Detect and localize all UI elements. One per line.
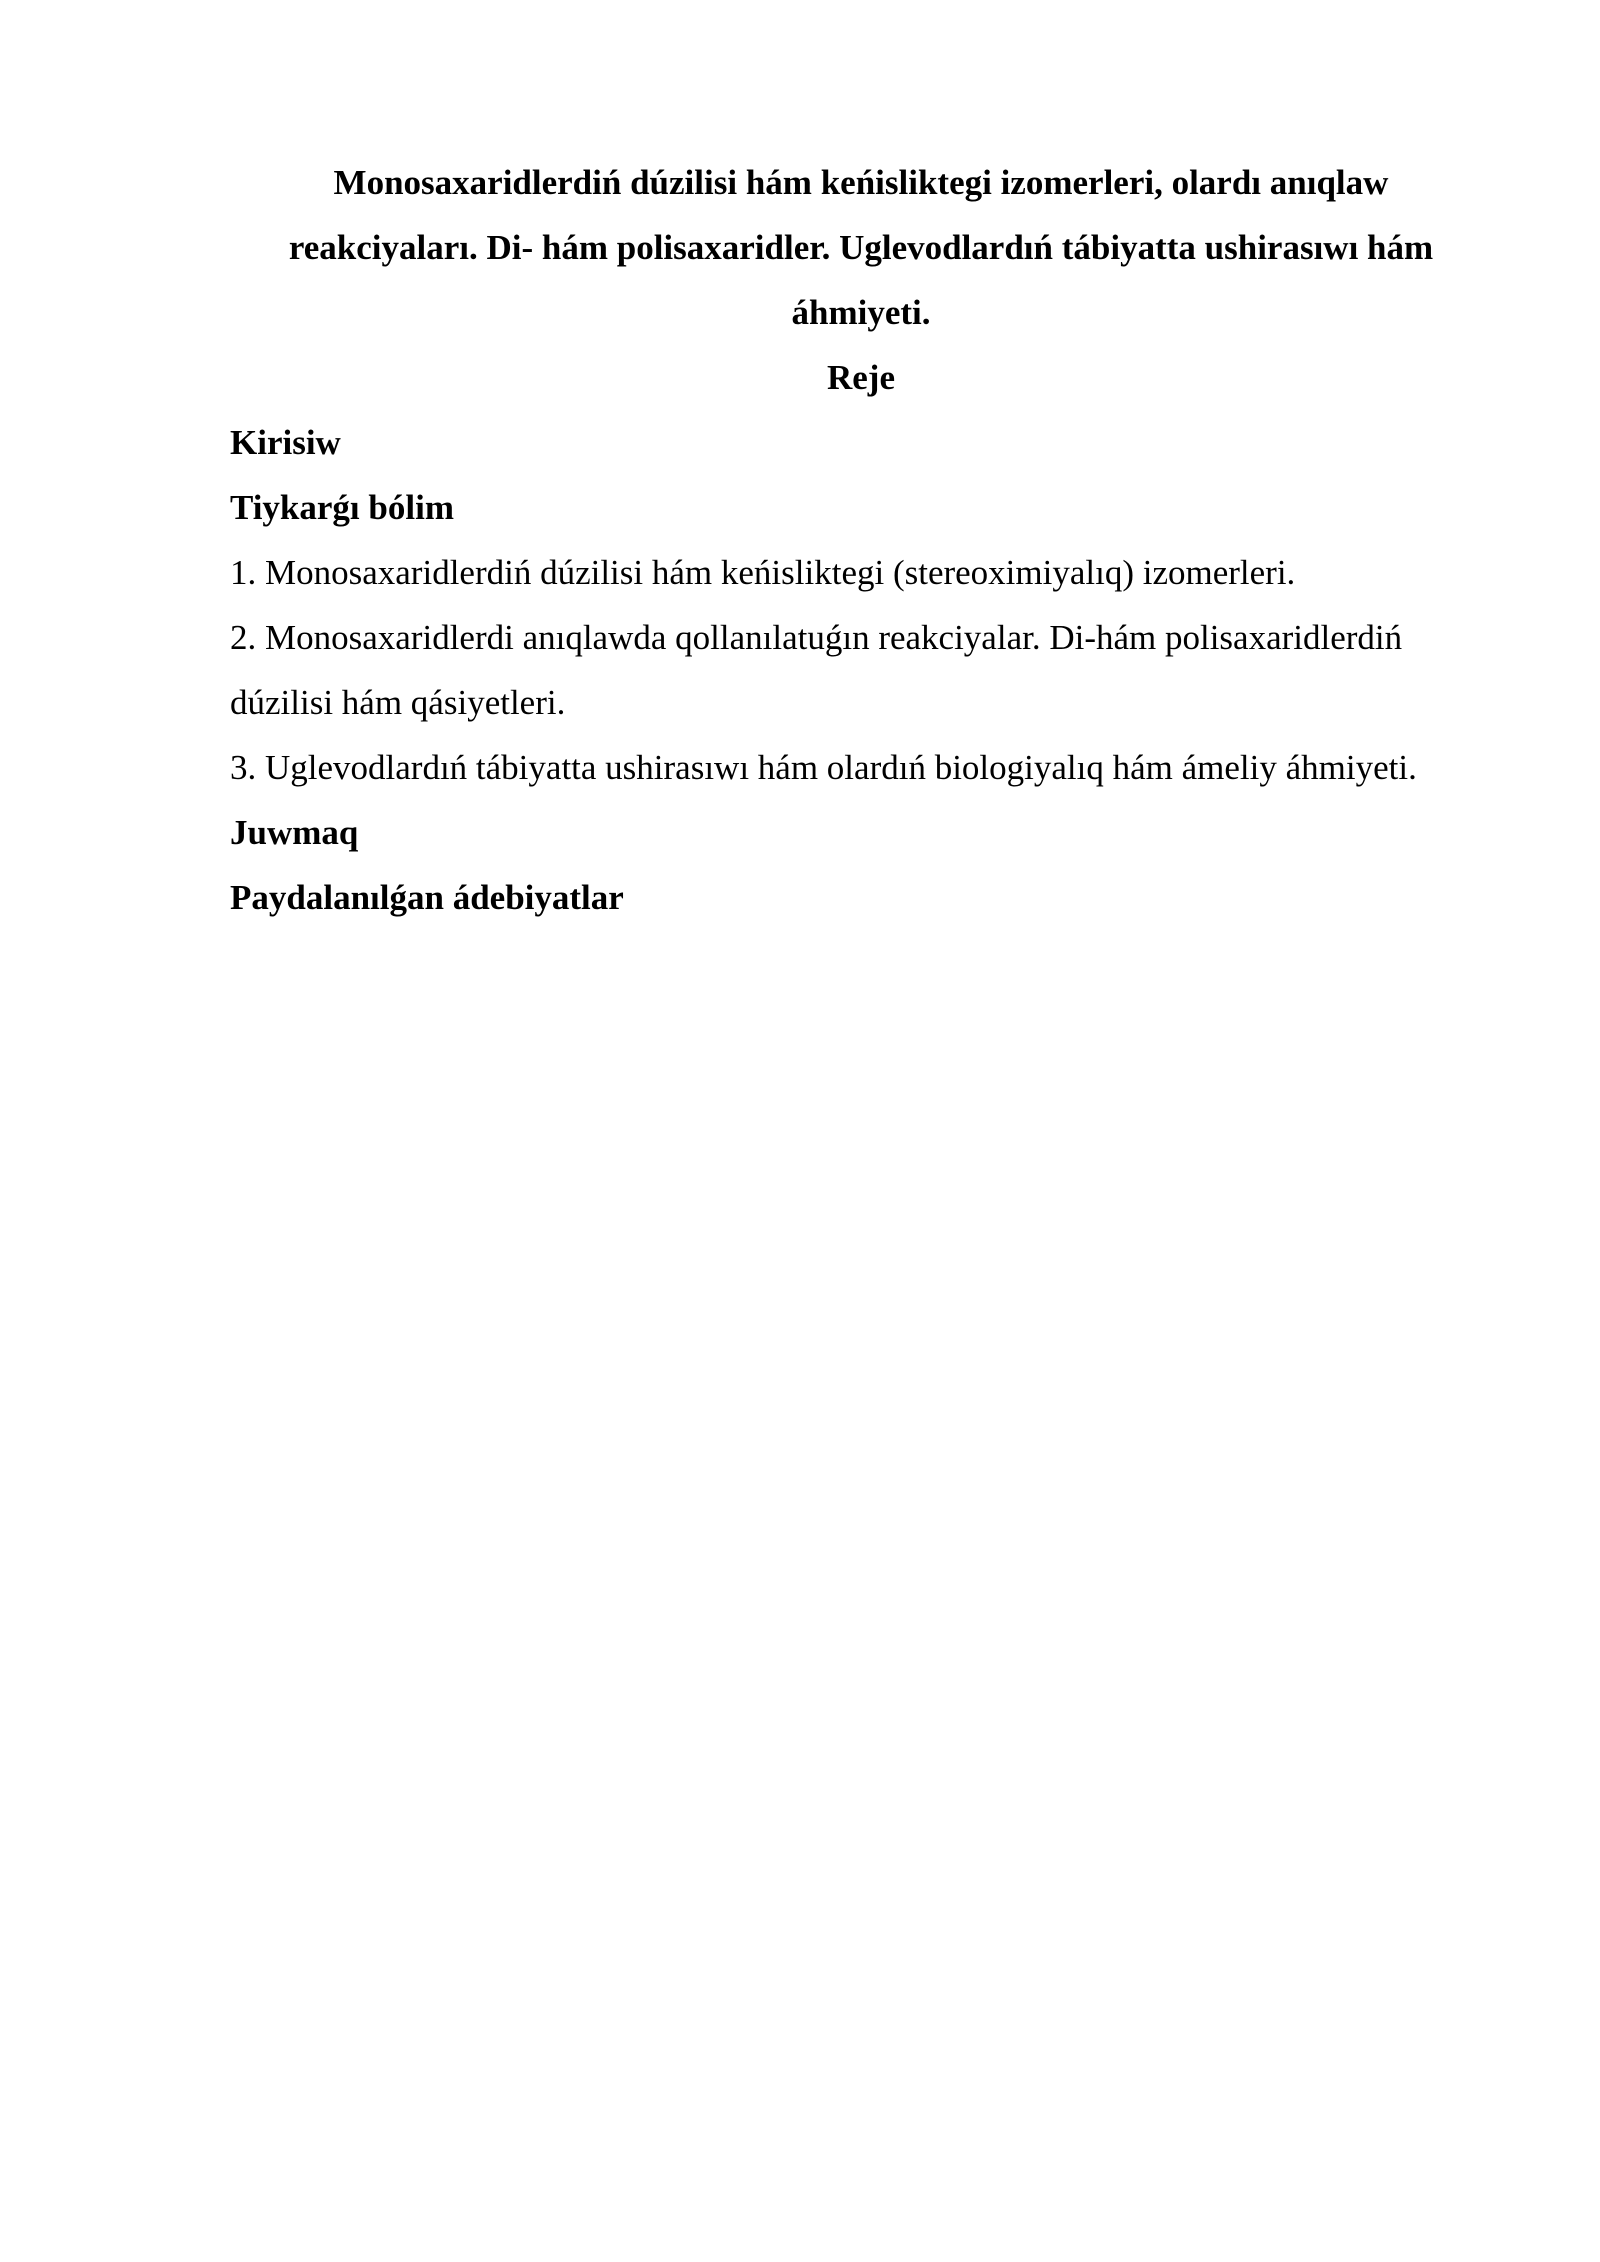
conclusion-heading: Juwmaq xyxy=(230,813,359,852)
plan-item-2 xyxy=(230,605,1492,735)
plan-item-3 xyxy=(230,735,1492,800)
references-heading: Paydalanılǵan ádebiyatlar xyxy=(230,878,624,917)
document-title xyxy=(230,150,1492,345)
plan-item-text: 1. Monosaxaridlerdiń dúzilisi hám keńisliktegi (stereoximiyalıq) izomerleri. xyxy=(230,553,1296,592)
plan-item-1 xyxy=(230,540,1492,605)
title-line: áhmiyeti. xyxy=(791,293,931,332)
title-line: Monosaxaridlerdiń dúzilisi hám keńisliktegi izomerleri, olardı anıqlaw xyxy=(333,163,1389,202)
plan-heading: Reje xyxy=(826,358,895,397)
plan-item-text: 3. Uglevodlardıń tábiyatta ushirasıwı hám olardıń biologiyalıq hám ámeliy áhmiyeti. xyxy=(230,748,1417,787)
title-line: reakciyaları. Di- hám polisaxaridler. Uglevodlardıń tábiyatta ushirasıwı hám xyxy=(288,228,1434,267)
plan-list xyxy=(230,540,1492,800)
intro-heading: Kirisiw xyxy=(230,423,341,462)
document-content xyxy=(230,150,1492,930)
plan-item-text: 2. Monosaxaridlerdi anıqlawda qollanılatuǵın reakciyalar. Di-hám polisaxaridlerdiń xyxy=(230,618,1403,657)
main-part-heading: Tiykarǵı bólim xyxy=(230,488,454,527)
plan-item-text-continued: dúzilisi hám qásiyetleri. xyxy=(230,683,566,722)
